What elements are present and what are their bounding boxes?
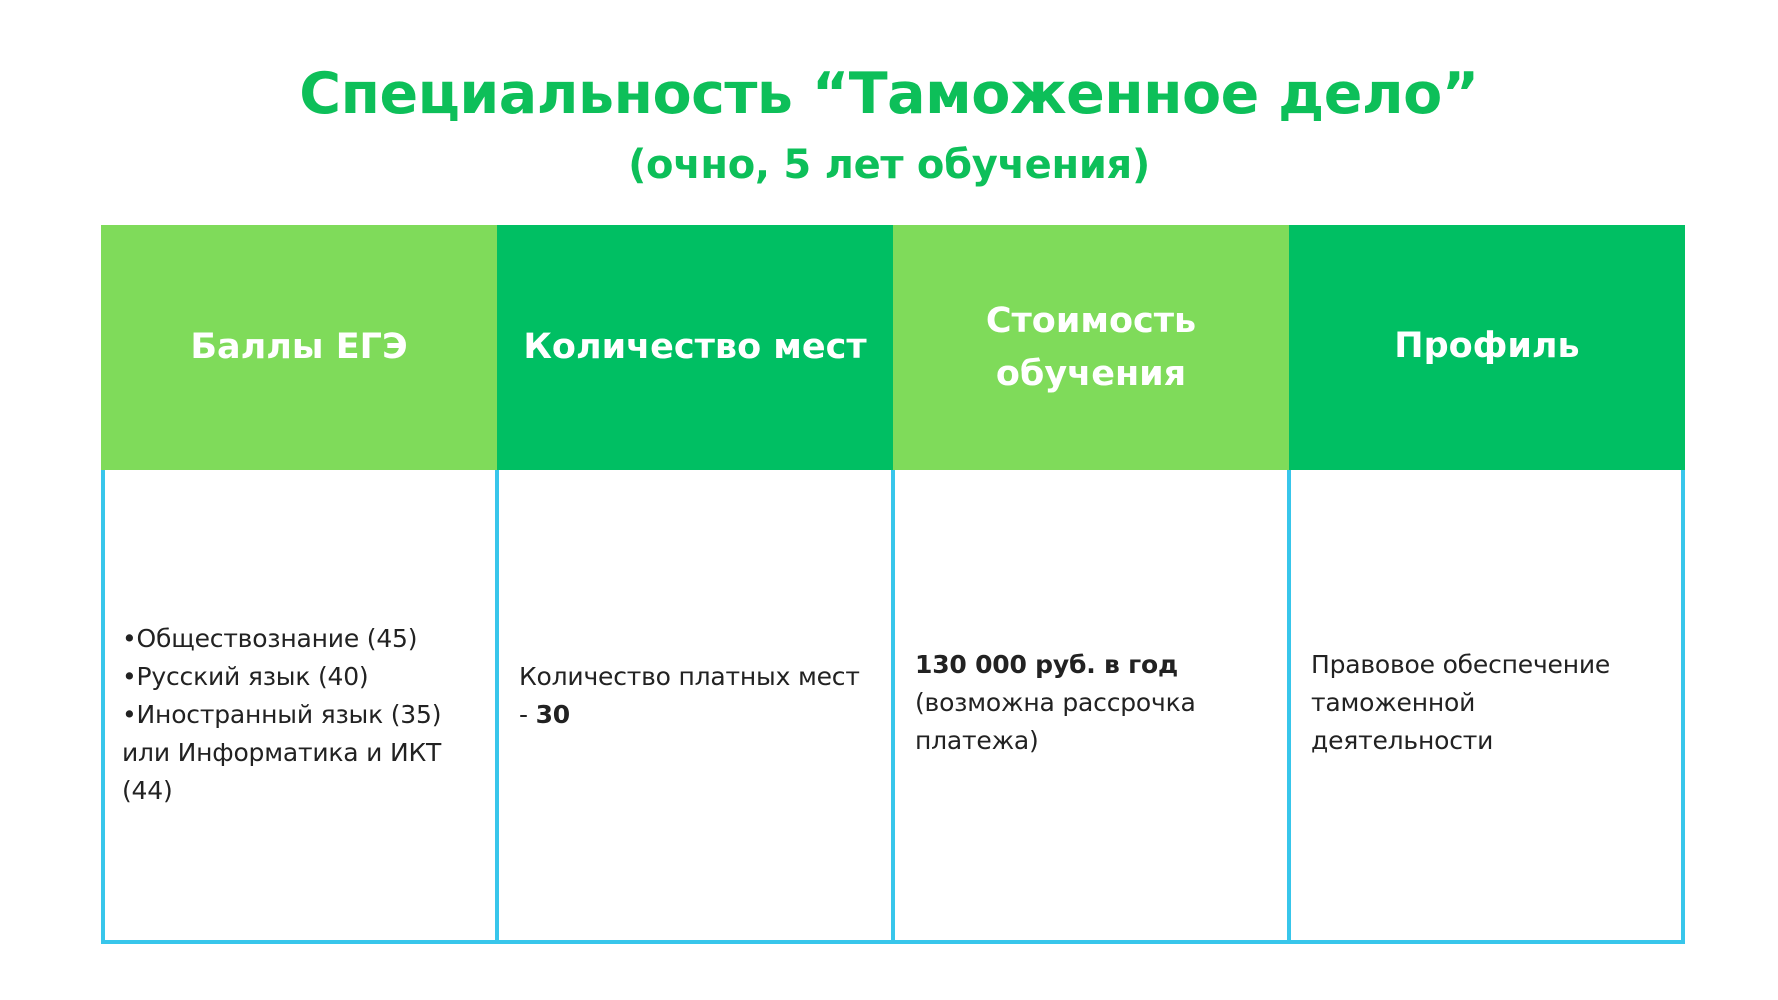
list-item: •Русский язык (40): [122, 661, 369, 691]
cost-text: [915, 646, 1281, 760]
table-divider: [1287, 470, 1291, 944]
cost-price: 130 000 руб. в год: [915, 650, 1178, 679]
header-cell-cost: [893, 225, 1289, 470]
places-count-line: [519, 696, 885, 734]
list-item: или Информатика и ИКТ: [122, 737, 442, 767]
body-cell-profile: [1289, 470, 1685, 941]
list-item: (44): [122, 775, 173, 805]
page-title: Специальность “Таможенное дело”: [299, 61, 1479, 127]
header-label-places: Количество мест: [523, 327, 867, 367]
cost-note: платежа): [915, 726, 1039, 755]
header-cell-ege: [101, 225, 497, 470]
body-cell-ege: [101, 470, 497, 941]
cost-note: (возможна рассрочка: [915, 688, 1196, 717]
body-cell-places: [497, 470, 893, 941]
header-label-ege: Баллы ЕГЭ: [190, 327, 408, 367]
info-table: [101, 225, 1685, 945]
header-cell-profile: [1289, 225, 1685, 470]
table-divider: [101, 470, 105, 944]
list-item: •Иностранный язык (35): [122, 699, 442, 729]
places-count: 30: [535, 699, 570, 729]
table-divider: [1681, 470, 1685, 944]
places-text: [519, 658, 885, 734]
page-subtitle: (очно, 5 лет обучения): [628, 142, 1150, 188]
profile-line: таможенной: [1311, 688, 1476, 717]
header-label-profile: Профиль: [1394, 326, 1580, 366]
places-dash: -: [519, 699, 536, 729]
ege-subjects-list: [122, 620, 489, 810]
body-cell-cost: [893, 470, 1289, 941]
profile-line: деятельности: [1311, 726, 1494, 755]
profile-line: Правовое обеспечение: [1311, 650, 1611, 679]
header-cell-places: [497, 225, 893, 470]
list-item: •Обществознание (45): [122, 623, 418, 653]
table-divider: [891, 470, 895, 944]
table-divider: [495, 470, 499, 944]
table-divider: [101, 940, 1685, 944]
header-label-cost: Стоимость обучения: [985, 300, 1197, 394]
profile-text: [1311, 646, 1677, 760]
places-label: Количество платных мест: [519, 661, 860, 691]
